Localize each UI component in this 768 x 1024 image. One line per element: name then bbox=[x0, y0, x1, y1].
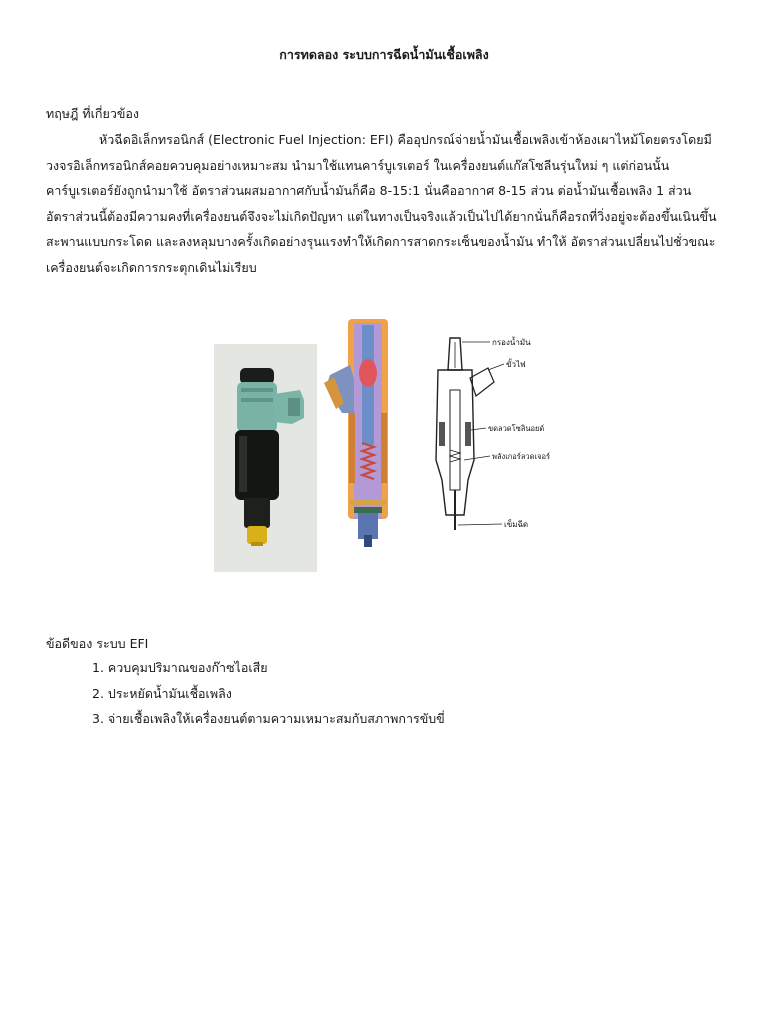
label-fuel-inlet: กรองน้ำมัน bbox=[492, 338, 531, 347]
theory-paragraph bbox=[46, 127, 722, 280]
list-item: 2. ประหยัดน้ำมันเชื้อเพลิง bbox=[92, 685, 232, 701]
paragraph-line: อัตราส่วนนี้ต้องมีความคงที่เครื่องยนต์จึงจะไม่เกิดปัญหา แต่ในทางเป็นจริงแล้วเป็นไปได้ยากนั่นก็คือรถที่วิ่งอยู่จะต้องขึ้นเนินขึ้น bbox=[46, 208, 717, 224]
label-needle: เข็มฉีด bbox=[504, 520, 529, 529]
injector-cutaway-diagram bbox=[320, 313, 418, 553]
advantages-list bbox=[92, 658, 445, 735]
paragraph-line: เครื่องยนต์จะเกิดการกระตุกเดินไม่เรียบ bbox=[46, 259, 257, 275]
label-plunger: พลังเกอร์ลวดเจอร์ bbox=[492, 452, 551, 461]
paragraph-line: สะพานแบบกระโดด และลงหลุมบางครั้งเกิดอย่างรุนแรงทำให้เกิดการสาดกระเซ็นของน้ำมัน ทำให้ อัตราส่วนเปลี่ยนไปชั่วขณะ bbox=[46, 234, 716, 249]
list-item: 3. จ่ายเชื้อเพลิงให้เครื่องยนต์ตามความเหมาะสมกับสภาพการขับขี่ bbox=[92, 711, 445, 726]
injector-photo-drawing bbox=[214, 344, 317, 572]
advantages-heading: ข้อดีของ ระบบ EFI bbox=[46, 636, 149, 651]
cutaway-drawing bbox=[320, 313, 418, 553]
paragraph-line: คาร์บูเรเตอร์ยังถูกนำมาใช้ อัตราส่วนผสมอากาศกับน้ำมันก็คือ 8-15:1 นั่นคืออากาศ 8-15 ส่วน ต่อน้ำมันเชื้อเพลิง 1 ส่วน bbox=[46, 183, 692, 198]
page-title: การทดลอง ระบบการฉีดน้ำมันเชื้อเพลิง bbox=[279, 47, 489, 62]
schematic-drawing bbox=[424, 330, 574, 545]
label-coil: ขดลวดโซลินอยด์ bbox=[488, 424, 545, 433]
label-connector: ขั้วไฟ bbox=[506, 360, 526, 369]
section-heading-theory: ทฤษฎี ที่เกี่ยวข้อง bbox=[46, 106, 139, 121]
injector-schematic bbox=[424, 330, 574, 545]
paragraph-line: วงจรอิเล็กทรอนิกส์คอยควบคุมอย่างเหมาะสม นำมาใช้แทนคาร์บูเรเตอร์ ในเครื่องยนต์แก๊สโซลีนรุ่นใหม่ ๆ แต่ก่อนนั้น bbox=[46, 157, 670, 173]
paragraph-line: หัวฉีดอิเล็กทรอนิกส์ (Electronic Fuel Injection: EFI) คืออุปกรณ์จ่ายน้ำมันเชื้อเพลิงเข้าห้องเผาไหม้โดยตรงโดยมี bbox=[99, 132, 712, 147]
list-item: 1. ควบคุมปริมาณของก๊าซไอเสีย bbox=[92, 660, 268, 675]
injector-photo bbox=[214, 344, 317, 572]
